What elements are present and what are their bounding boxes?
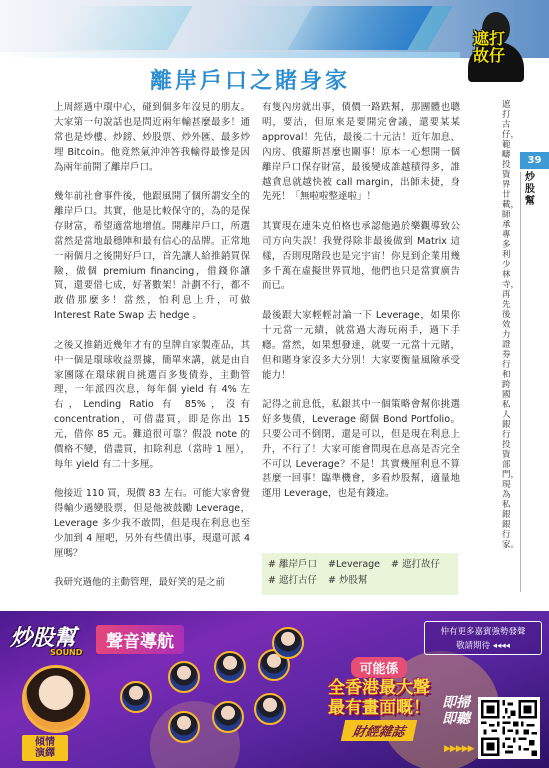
host-label-line2: 演繹 bbox=[35, 748, 55, 759]
guest-avatar bbox=[212, 701, 244, 733]
banner-nav-title: 聲音導航 bbox=[96, 625, 184, 654]
guest-avatar bbox=[120, 681, 152, 713]
more-guests-box bbox=[424, 621, 542, 655]
guest-avatar bbox=[254, 693, 286, 725]
claim-line2: 最有畫面嘅！ bbox=[328, 698, 430, 718]
paragraph: 之後又推銷近幾年才有的皇牌自家製產品，其中一個是環球收益票據，簡單來講，就是由自家團隊在環球親自挑選百多隻債券，主動管理，一年派四次息，每年個 yield 有 4% 左右，Lending Ratio 有 85%，沒有 concentration，可借盡買，即是你出 15 元，借你 85 元。難道很可靠？假設 note 的價格不變，借盡買，扣除利息（當時 1 厘），每年 yield 有二十多厘。 bbox=[54, 339, 250, 470]
article-title: 離岸戶口之賭身家 bbox=[149, 69, 350, 94]
header-strip bbox=[0, 52, 460, 58]
scan-line1: 即掃 bbox=[442, 695, 470, 711]
author-description: 遮打古仔，範疇投資界廿載，師承專多利少林寺，再先後效力證券行和跨國私人銀行投資部門，現為私銀銀行家。 bbox=[502, 100, 520, 550]
column-name-line1: 遮打 bbox=[472, 29, 505, 48]
claim-line1: 全香港最大聲 bbox=[328, 678, 430, 698]
host-label-line1: 傾情 bbox=[35, 737, 55, 748]
article-column-right bbox=[262, 101, 460, 517]
banner-claim bbox=[320, 657, 438, 741]
column-name-line2: 故仔 bbox=[472, 46, 505, 65]
hashtag[interactable]: # 遮打故仔 bbox=[391, 559, 441, 570]
scan-line2: 即聽 bbox=[442, 711, 470, 727]
banner-logo-text: 炒股幫 bbox=[10, 626, 77, 651]
arrow-icon: ▶▶▶▶▶ bbox=[444, 744, 474, 754]
hashtag[interactable]: #Leverage bbox=[328, 559, 381, 570]
column-name bbox=[456, 30, 522, 64]
paragraph: 我研究過他的主動管理，最好笑的是之前 bbox=[54, 577, 226, 589]
more-guests-line2: 敬請期待 ◂◂◂◂ bbox=[456, 641, 510, 651]
qr-code-icon[interactable] bbox=[478, 697, 540, 759]
section-name: 炒股幫 bbox=[525, 172, 535, 207]
page-number: 39 bbox=[520, 152, 549, 169]
banner-logo bbox=[10, 621, 82, 657]
paragraph: 最後跟大家輕輕討論一下 Leverage，如果你十元當一元績，就當過大海玩兩手，過下手癮。當然，如果想發達，就要一元當十元賭，但和賭身家沒多大分別！大家要衡量風險承受能力！ bbox=[262, 309, 460, 381]
claim-line3: 財經雜誌 bbox=[341, 720, 417, 741]
guest-avatar bbox=[168, 661, 200, 693]
hashtag[interactable]: # 遮打古仔 bbox=[268, 575, 317, 586]
paragraph: 他接近 110 買，現價 83 左右。可能大家會覺得輸少過變股票，但是他被鼓勵 Leverage，Leverage 多少我不敢問，但是現在利息也至少加到 4 厘吧，另外有些債出事，現還可派 4 厘嗎？ bbox=[54, 488, 250, 559]
paragraph: 記得之前息低，私銀其中一個策略會幫你挑選好多隻債，Leverage 砌個 Bond Portfolio。只要公司不倒閉，還是可以，但是現在利息上升，不行了！大家可能會問現在息高是否完全不可以 Leverage？不是！其實幾厘利息不算甚麼一回事！臨準機會，多看炒股幫，適量地運用 Leverage，也是有錢途。 bbox=[262, 398, 460, 500]
host-portrait bbox=[22, 665, 92, 757]
hashtag[interactable]: # 離岸戶口 bbox=[268, 559, 317, 570]
paragraph: 上周經過中環中心，碰到個多年沒見的朋友。大家第一句說話也是問近兩年輸甚麼最多！通常也是炒樓、炒鎊、炒股票、炒外匯、最多炒埋 Bitcoin。他竟然氣沖沖答我輸得最慘是因為兩年前開了離岸戶口。 bbox=[54, 102, 250, 173]
qr-code-graphic bbox=[481, 700, 537, 756]
sidebar-divider bbox=[520, 172, 521, 592]
host-label bbox=[22, 735, 68, 761]
hashtag-box bbox=[262, 553, 458, 595]
guest-avatar bbox=[272, 627, 304, 659]
more-guests-line1: 仲有更多嘉賓強勢發聲 bbox=[440, 627, 526, 637]
banner-logo-sub: SOUND bbox=[50, 648, 83, 657]
hashtag[interactable]: # 炒股幫 bbox=[328, 575, 368, 586]
guest-avatar bbox=[168, 711, 200, 743]
scan-to-listen[interactable] bbox=[442, 695, 474, 727]
paragraph: 有隻內房就出事，債價一路跌幫，那團體也聰明，要沽，但原來是要開完會議，還要某某 approval！先估，最後二十元沽！近年加息、內房、俄羅斯甚麼也關事！原本一心想開一個離岸戶口保存財富，最後變成誰越積得多，誰越貪息就越快被 call margin，出師未捷，身先死！「無啦啦整達啦」！ bbox=[262, 102, 460, 203]
article-column-left bbox=[54, 101, 250, 606]
paragraph: 幾年前社會事件後，他跟風開了個所謂安全的離岸戶口。其實，他是比較保守的，為的是保存財富，希望適當地增值。開離岸戶口，所選當然是當地最穩陣和最有信心的品牌。正常地一兩個月之後開好戶口，首先讓人給推銷買保險，做個 premium financing，借錢你讓買，還要借七成，好著數架！計劃不行，都不敢借那麼多！當然，怕利息上升，可做 Interest Rate Swap 去 hedge 。 bbox=[54, 191, 250, 322]
paragraph: 其實現在連朱克伯格也承認他過於樂觀導致公司方向失誤！我覺得除非最後做到 Matrix 這樣，否則現階段也是完宇宙！你見到企業用幾多千萬在虛擬世界買地，他們也只是當實廣告而已。 bbox=[262, 220, 460, 292]
guest-avatar bbox=[214, 651, 246, 683]
host-photo bbox=[22, 665, 90, 733]
claim-tag: 可能係 bbox=[351, 657, 406, 678]
